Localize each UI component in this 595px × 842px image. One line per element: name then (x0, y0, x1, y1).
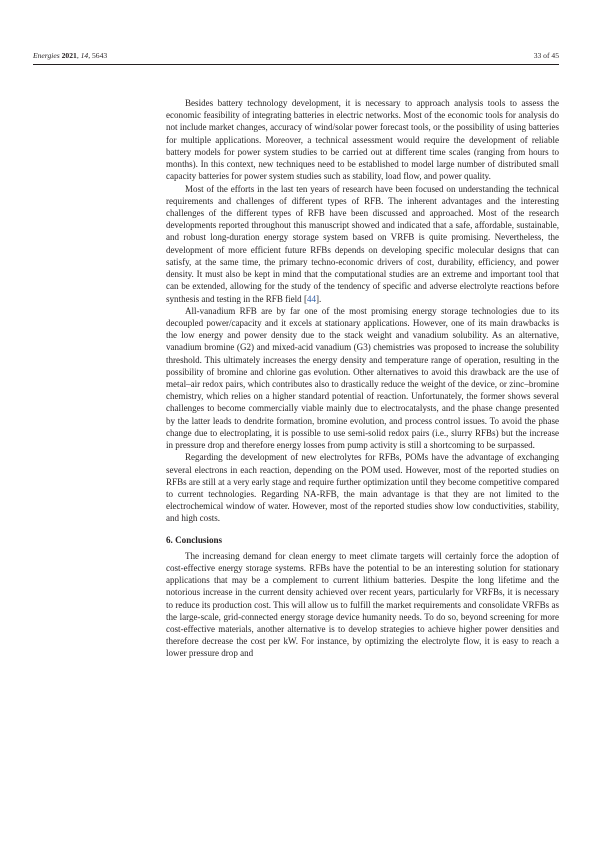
page-header (33, 51, 559, 63)
paragraph-all-vanadium: All-vanadium RFB are by far one of the most promising energy storage technologies due to its decoupled power/capacity and it excels at stationary applications. However, one of its main drawbacks is the low energy and power density due to the stack weight and vanadium solubility. As an alternative, vanadium bromine (G2) and mixed-acid vanadium (G3) chemistries was proposed to increase the solubility threshold. This ultimately increases the energy density and temperature range of operation, resulting in the possibility of bromine and chlorine gas evolution. Other alternatives to avoid this drawback are the use of metal–air redox pairs, which contributes also to drastically reduce the weight of the device, or zinc–bromine chemistry, which relies on a higher standard potential of reaction. Unfortunately, the former shows several challenges to become commercially viable mainly due to electrocatalysts, and the phase change presented by the latter leads to dendrite formation, bromine evolution, and process control issues. To avoid the phase change due to electroplating, it is possible to use semi-solid redox pairs (i.e., slurry RFBs) but the increase in pressure drop and therefore energy losses from pump activity is still a shortcoming to be surpassed. (166, 305, 559, 451)
page-number: 33 of 45 (533, 51, 559, 60)
citation-link-44[interactable]: 44 (306, 293, 317, 304)
paragraph-conclusions: The increasing demand for clean energy to meet climate targets will certainly force the adoption of cost-effective energy storage systems. RFBs have the potential to be an interesting solution for stationary applications that may be a complement to current lithium batteries. Despite the long lifetime and the notorious increase in the current density achieved over recent years, particularly for VRFBs, it is necessary to reduce its production cost. This will allow us to fulfill the market requirements and consolidate VRFBs as the large-scale, grid-connected energy storage device humanity needs. To do so, beyond screening for more cost-effective materials, another alternative is to develop strategies to achieve higher power densities and therefore decrease the cost per kW. For instance, by optimizing the electrolyte flow, it is easy to reach a lower pressure drop and (166, 550, 559, 659)
section-heading-conclusions: 6. Conclusions (166, 534, 223, 545)
article-number: 5643 (92, 51, 108, 60)
journal-year: 2021 (61, 51, 77, 60)
header-rule (33, 64, 559, 65)
paragraph-economic-tools: Besides battery technology development, it is necessary to approach analysis tools to assess the economic feasibility of integrating batteries in electric networks. Most of the economic tools for analysis do not include market changes, accuracy of wind/solar power forecast tools, or the possibility of using batteries for multiple applications. Moreover, a technical assessment would require the development of reliable battery models for power system studies to be carried out at different time scales (ranging from hours to months). In this context, new techniques need to be established to model large number of distributed small capacity batteries for power system studies such as stability, load flow, and power quality. (166, 98, 559, 182)
page-content (166, 97, 559, 660)
journal-citation: Energies 2021, 14, 5643 (33, 51, 108, 60)
journal-volume: 14 (80, 51, 89, 60)
citation-close: ]. (316, 293, 322, 304)
paragraph-research-efforts-text: Most of the efforts in the last ten years of research have been focused on understanding the technical requirements and challenges of different types of RFB. The inherent advantages and the interesting challenges of the different types of RFB have been discussed and approached. Most of the research developments reported throughout this manuscript showed and indicated that a safe, affordable, sustainable, and robust long-duration energy storage system based on VRFB is quite promising. Nevertheless, the development of more efficient future RFBs depends on developing specific molecular designs that can satisfy, at the same time, the primary techno-economic drivers of cost, durability, efficiency, and power density. It must also be kept in mind that the computational studies are an extreme and important tool that can be extended, allowing for the study of the tendency of specific and adverse electrolyte reactions before synthesis and testing in the RFB field (166, 183, 559, 304)
paragraph-research-efforts (166, 183, 559, 305)
paragraph-new-electrolytes: Regarding the development of new electrolytes for RFBs, POMs have the advantage of exchanging several electrons in each reaction, depending on the POM used. However, most of the reported studies on RFBs are still at a very early stage and require further optimization until they become competitive compared to current technologies. Regarding NA-RFB, the main advantage is that they are not limited to the electrochemical window of water. However, most of the reported studies show low conductivities, stability, and high costs. (166, 452, 559, 524)
journal-name: Energies (33, 51, 60, 60)
citation-open: [ (301, 293, 307, 304)
